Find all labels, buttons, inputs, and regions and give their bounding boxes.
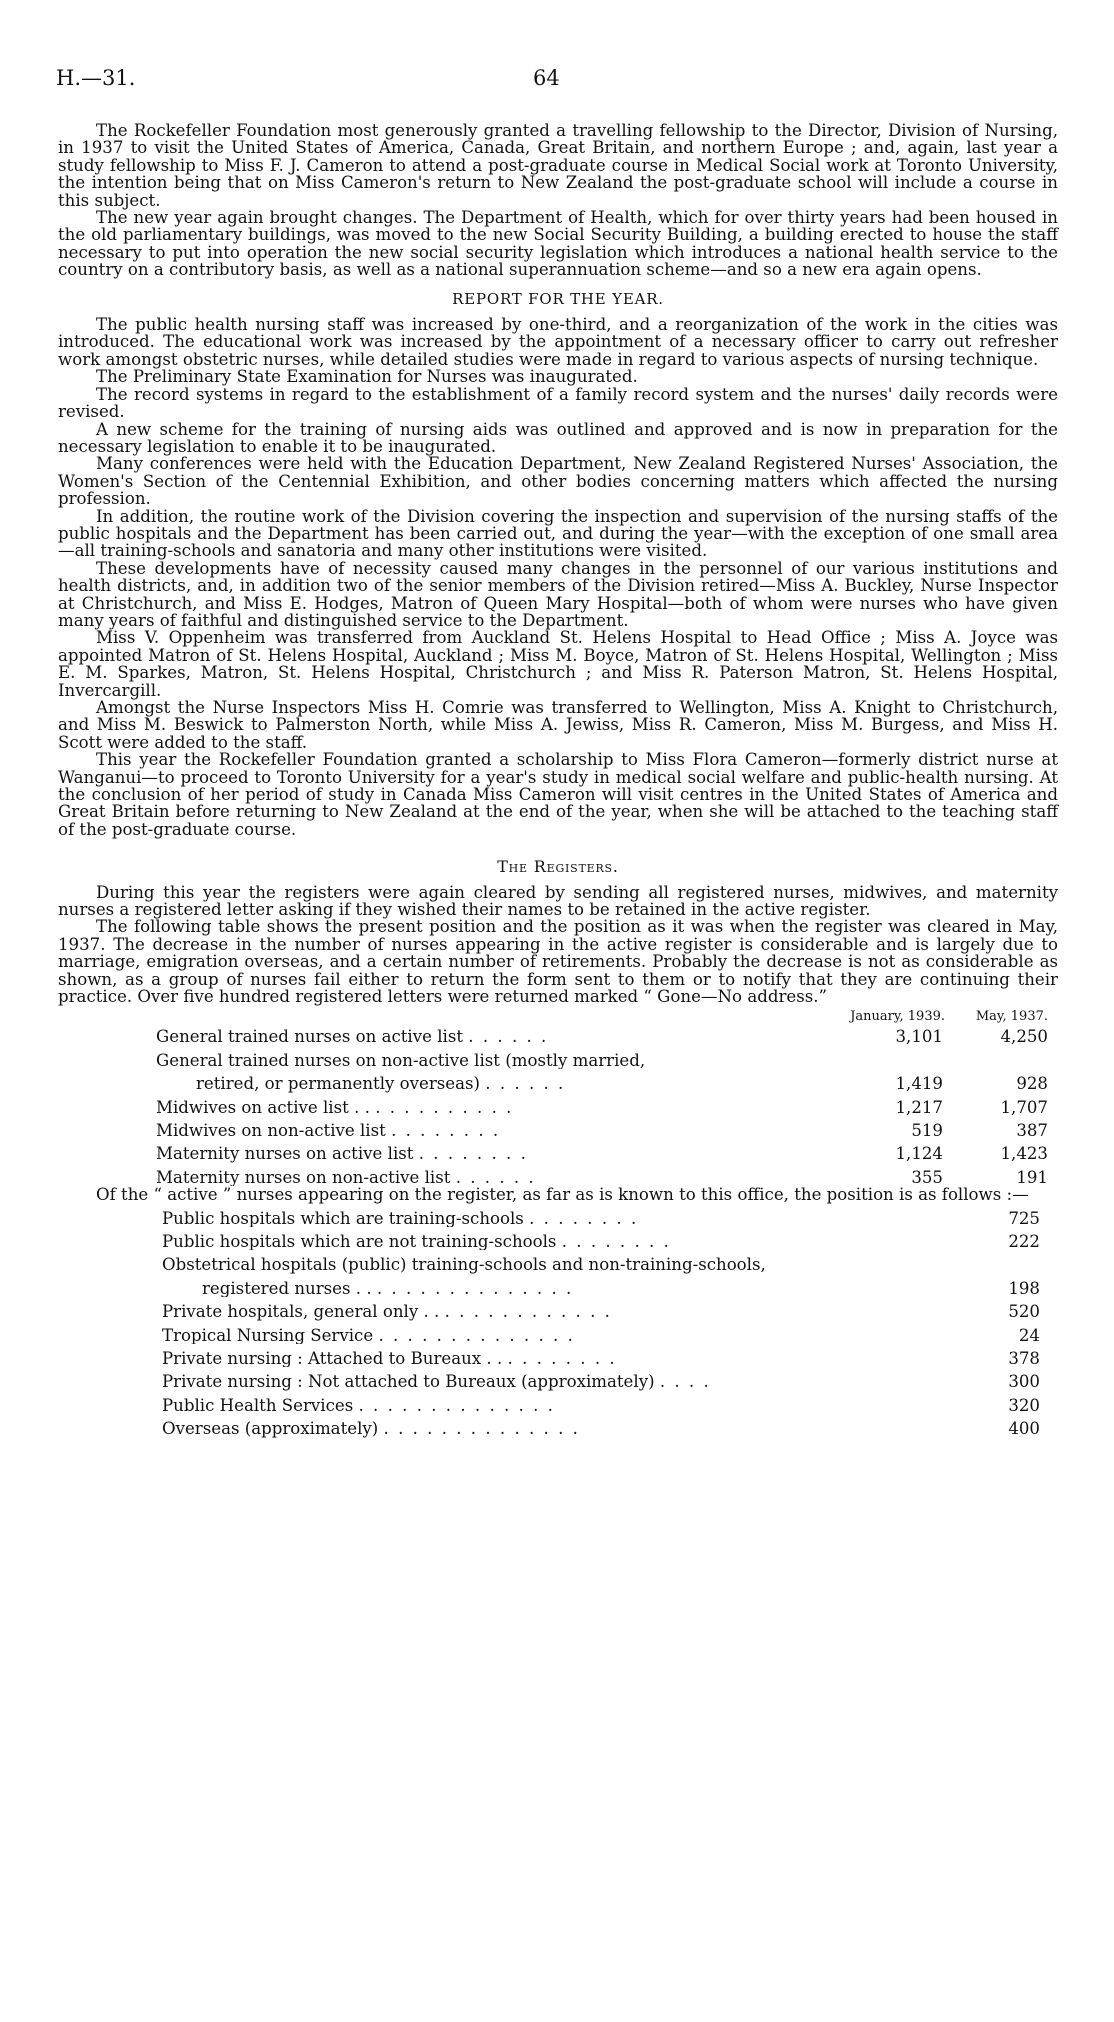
report-paragraph: These developments have of necessity caused many changes in the personnel of our various institutions and health districts, and, in addition two of the senior members of the Division retired—Miss A. Buckley, Nurse Inspector at Christchurch, and Miss E. Hodges, Matron of Queen Mary Hospital—both of whom were nurses who have given many years of faithful and distinguished service to the Department. xyxy=(58,558,1058,630)
report-paragraph: The record systems in regard to the establishment of a family record system and the nurses' daily records were revised. xyxy=(58,384,1058,422)
leader-dots: . . . . . . . . xyxy=(391,1122,501,1140)
row-label xyxy=(162,1256,990,1273)
register-table-header xyxy=(58,1008,1058,1023)
row-label xyxy=(162,1303,990,1320)
row-label xyxy=(156,1028,868,1045)
row-value: 520 xyxy=(1008,1302,1040,1322)
row-label-text: Public hospitals which are not training-schools xyxy=(162,1233,557,1251)
registers-section xyxy=(58,884,1058,1006)
row-label xyxy=(162,1210,990,1227)
value-may1937: 1,707 xyxy=(1000,1097,1048,1117)
list-item xyxy=(58,1204,1058,1227)
row-label xyxy=(162,1280,990,1297)
value-may1937: 928 xyxy=(1016,1074,1048,1094)
column-header-jan1939: January, 1939. xyxy=(850,1008,945,1024)
row-label xyxy=(156,1075,868,1092)
row-label xyxy=(156,1099,868,1116)
row-label-text: Maternity nurses on non-active list xyxy=(156,1168,451,1187)
value-may1937: 1,423 xyxy=(1000,1144,1048,1164)
value-jan1939: 3,101 xyxy=(895,1027,943,1047)
row-label-text: General trained nurses on active list xyxy=(156,1028,464,1046)
row-label xyxy=(162,1420,990,1437)
row-label-text: Private hospitals, general only . . xyxy=(162,1303,440,1321)
value-may1937: 4,250 xyxy=(1000,1027,1048,1047)
row-label-text: Maternity nurses on active list xyxy=(156,1145,414,1163)
table-row xyxy=(58,1069,1058,1092)
row-label-text: Tropical Nursing Service xyxy=(162,1326,374,1344)
registers-heading: The Registers. xyxy=(497,857,619,877)
leader-dots: . . . . . . . . xyxy=(418,1145,528,1163)
table-row xyxy=(58,1163,1058,1186)
report-paragraph: Amongst the Nurse Inspectors Miss H. Comrie was transferred to Wellington, Miss A. Knight to Christchurch, and Miss M. Beswick to Palmerston North, while Miss A. Jewiss, Miss R. Cameron, Miss M. Burgess, and Miss H. Scott were added to the staff. xyxy=(58,698,1058,752)
leader-dots: . . . . . . . . . . . . . . xyxy=(383,1420,580,1438)
value-jan1939: 1,124 xyxy=(895,1144,943,1164)
leader-dots: . . . . . . xyxy=(455,1168,536,1187)
leader-dots: . . . . . . xyxy=(485,1075,566,1093)
value-jan1939: 355 xyxy=(911,1167,943,1187)
report-section xyxy=(58,316,1058,838)
report-heading: REPORT FOR THE YEAR. xyxy=(452,289,664,308)
row-label xyxy=(162,1397,990,1414)
leader-dots: . . . . . . . . xyxy=(529,1209,639,1228)
leader-dots: . . . . . . . . . . xyxy=(375,1098,514,1117)
page-reference: H.—31. xyxy=(56,66,136,90)
active-distribution-table xyxy=(58,1204,1058,1438)
intro-paragraph: The Rockefeller Foundation most generously granted a travelling fellowship to the Director, Division of Nursing, in 1937 to visit the United States of America, Canada, Great Britain, and northern Europe ; and, again, last year a study fellowship to Miss F. J. Cameron to attend a post-graduate course in Medical Social work at Toronto University, the intention being that on Miss Cameron's return to New Zealand the post-graduate school will include a course in this subject. xyxy=(58,121,1058,210)
list-item xyxy=(58,1344,1058,1367)
column-header-may1937: May, 1937. xyxy=(975,1008,1048,1024)
report-paragraph: In addition, the routine work of the Division covering the inspection and supervision of the nursing staffs of the public hospitals and the Department has been carried out, and during the year—with the exception of one small area—all training-schools and sanatoria and many other institutions were visited. xyxy=(58,506,1058,561)
leader-dots: . . . . . . . . . . . . . . xyxy=(378,1326,575,1344)
row-value: 24 xyxy=(1018,1325,1040,1345)
page-number: 64 xyxy=(533,66,560,90)
row-label-text: retired, or permanently overseas) xyxy=(196,1075,481,1093)
active-intro: Of the “ active ” nurses appearing on the register, as far as is known to this office, the position is as follows :— xyxy=(96,1185,1029,1205)
row-label xyxy=(162,1233,990,1250)
leader-dots: . . . . . . . . . . . . . . xyxy=(358,1396,555,1415)
row-label xyxy=(156,1122,868,1139)
leader-dots: . . . . . . . . xyxy=(507,1349,617,1368)
leader-dots: . . . . . . . . xyxy=(561,1233,671,1251)
list-item xyxy=(58,1367,1058,1390)
row-value: 400 xyxy=(1008,1419,1040,1439)
row-label xyxy=(162,1327,990,1344)
row-label-text: General trained nurses on non-active list (mostly married, xyxy=(156,1051,646,1070)
table-row xyxy=(58,1023,1058,1046)
list-item xyxy=(58,1274,1058,1297)
row-value: 222 xyxy=(1008,1232,1040,1252)
intro-paragraph: The new year again brought changes. The Department of Health, which for over thirty years had been housed in the old parliamentary buildings, was moved to the new Social Security Building, a building erected to house the staff necessary to put into operation the new social security legislation which introduces a national health service to the country on a contributory basis, as well as a national superannuation scheme—and so a new era again opens. xyxy=(58,208,1058,280)
table-row xyxy=(58,1046,1058,1069)
row-value: 300 xyxy=(1008,1372,1040,1392)
registers-paragraph: The following table shows the present position and the position as it was when the register was cleared in May, 1937. The decrease in the number of nurses appearing in the active register is considerable and is largely due to marriage, emigration overseas, and a certain number of retirements. Probably the decrease is not as considerable as shown, as a group of nurses fail either to return the form sent to them or to notify that they are continuing their practice. Over five hundred registered letters were returned marked “ Gone—No address.” xyxy=(58,917,1058,1007)
table-row xyxy=(58,1093,1058,1116)
intro-section xyxy=(58,122,1058,279)
table-row xyxy=(58,1116,1058,1139)
list-item xyxy=(58,1250,1058,1273)
row-label-text: Public Health Services xyxy=(162,1396,354,1415)
list-item xyxy=(58,1227,1058,1250)
list-item xyxy=(58,1414,1058,1437)
list-item xyxy=(58,1391,1058,1414)
row-label-text: Private nursing : Attached to Bureaux . . xyxy=(162,1349,503,1368)
leader-dots: . . . . . . xyxy=(468,1028,549,1046)
leader-dots: . . . . xyxy=(659,1373,711,1391)
row-value: 725 xyxy=(1008,1208,1040,1228)
row-label xyxy=(156,1052,868,1069)
report-paragraph: A new scheme for the training of nursing aids was outlined and approved and is now in preparation for the necessary legislation to enable it to be inaugurated. xyxy=(58,419,1058,456)
row-label xyxy=(156,1169,868,1186)
value-may1937: 191 xyxy=(1016,1167,1048,1187)
row-label xyxy=(162,1350,990,1367)
report-paragraph: Miss V. Oppenheim was transferred from Auckland St. Helens Hospital to Head Office ; Miss A. Joyce was appointed Matron of St. Helens Hospital, Auckland ; Miss M. Boyce, Matron of St. Helens Hospital, Wellington ; Miss E. M. Sparkes, Matron, St. Helens Hospital, Christchurch ; and Miss R. Paterson Matron, St. Helens Hospital, Invercargill. xyxy=(58,628,1058,700)
document-body xyxy=(58,122,1058,1438)
row-value: 378 xyxy=(1008,1348,1040,1368)
row-label-text: Obstetrical hospitals (public) training-schools and non-training-schools, xyxy=(162,1256,766,1274)
table-row xyxy=(58,1139,1058,1162)
report-paragraph: Many conferences were held with the Education Department, New Zealand Registered Nurses' Association, the Women's Section of the Centennial Exhibition, and other bodies concerning matters which affected the nursing profession. xyxy=(58,454,1058,509)
leader-dots: . . . . . . . . . . . . xyxy=(444,1303,612,1321)
value-jan1939: 1,419 xyxy=(895,1074,943,1094)
value-may1937: 387 xyxy=(1016,1121,1048,1141)
register-table xyxy=(58,1008,1058,1187)
registers-paragraph: During this year the registers were again cleared by sending all registered nurses, midwives, and maternity nurses a registered letter asking if they wished their names to be retained in the active register. xyxy=(58,882,1058,920)
row-label-text: registered nurses . . xyxy=(202,1279,372,1298)
list-item xyxy=(58,1321,1058,1344)
report-paragraph: The Preliminary State Examination for Nurses was inaugurated. xyxy=(96,367,638,387)
row-label-text: Public hospitals which are training-schools xyxy=(162,1209,524,1228)
list-item xyxy=(58,1297,1058,1320)
report-paragraph: This year the Rockefeller Foundation granted a scholarship to Miss Flora Cameron—formerly district nurse at Wanganui—to proceed to Toronto University for a year's study in medical social welfare and public-health nursing. At the conclusion of her period of study in Canada Miss Cameron will visit centres in the United States of America and Great Britain before returning to New Zealand at the end of the year, when she will be attached to the teaching staff of the post-graduate course. xyxy=(58,750,1058,839)
report-paragraph: The public health nursing staff was increased by one-third, and a reorganization of the work in the cities was introduced. The educational work was increased by the appointment of a necessary officer to carry out refresher work amongst obstetric nurses, while detailed studies were made in regard to various aspects of nursing technique. xyxy=(58,315,1058,369)
row-label-text: Midwives on active list . . xyxy=(156,1098,370,1117)
row-value: 320 xyxy=(1008,1395,1040,1415)
row-label xyxy=(162,1373,990,1390)
value-jan1939: 519 xyxy=(911,1121,943,1141)
row-label-text: Midwives on non-active list xyxy=(156,1122,386,1140)
row-label xyxy=(156,1145,868,1162)
row-label-text: Overseas (approximately) xyxy=(162,1420,379,1438)
row-label-text: Private nursing : Not attached to Bureaux (approximately) xyxy=(162,1373,655,1391)
row-value: 198 xyxy=(1008,1278,1040,1298)
leader-dots: . . . . . . . . . . . . . . xyxy=(376,1279,574,1298)
value-jan1939: 1,217 xyxy=(895,1097,943,1117)
